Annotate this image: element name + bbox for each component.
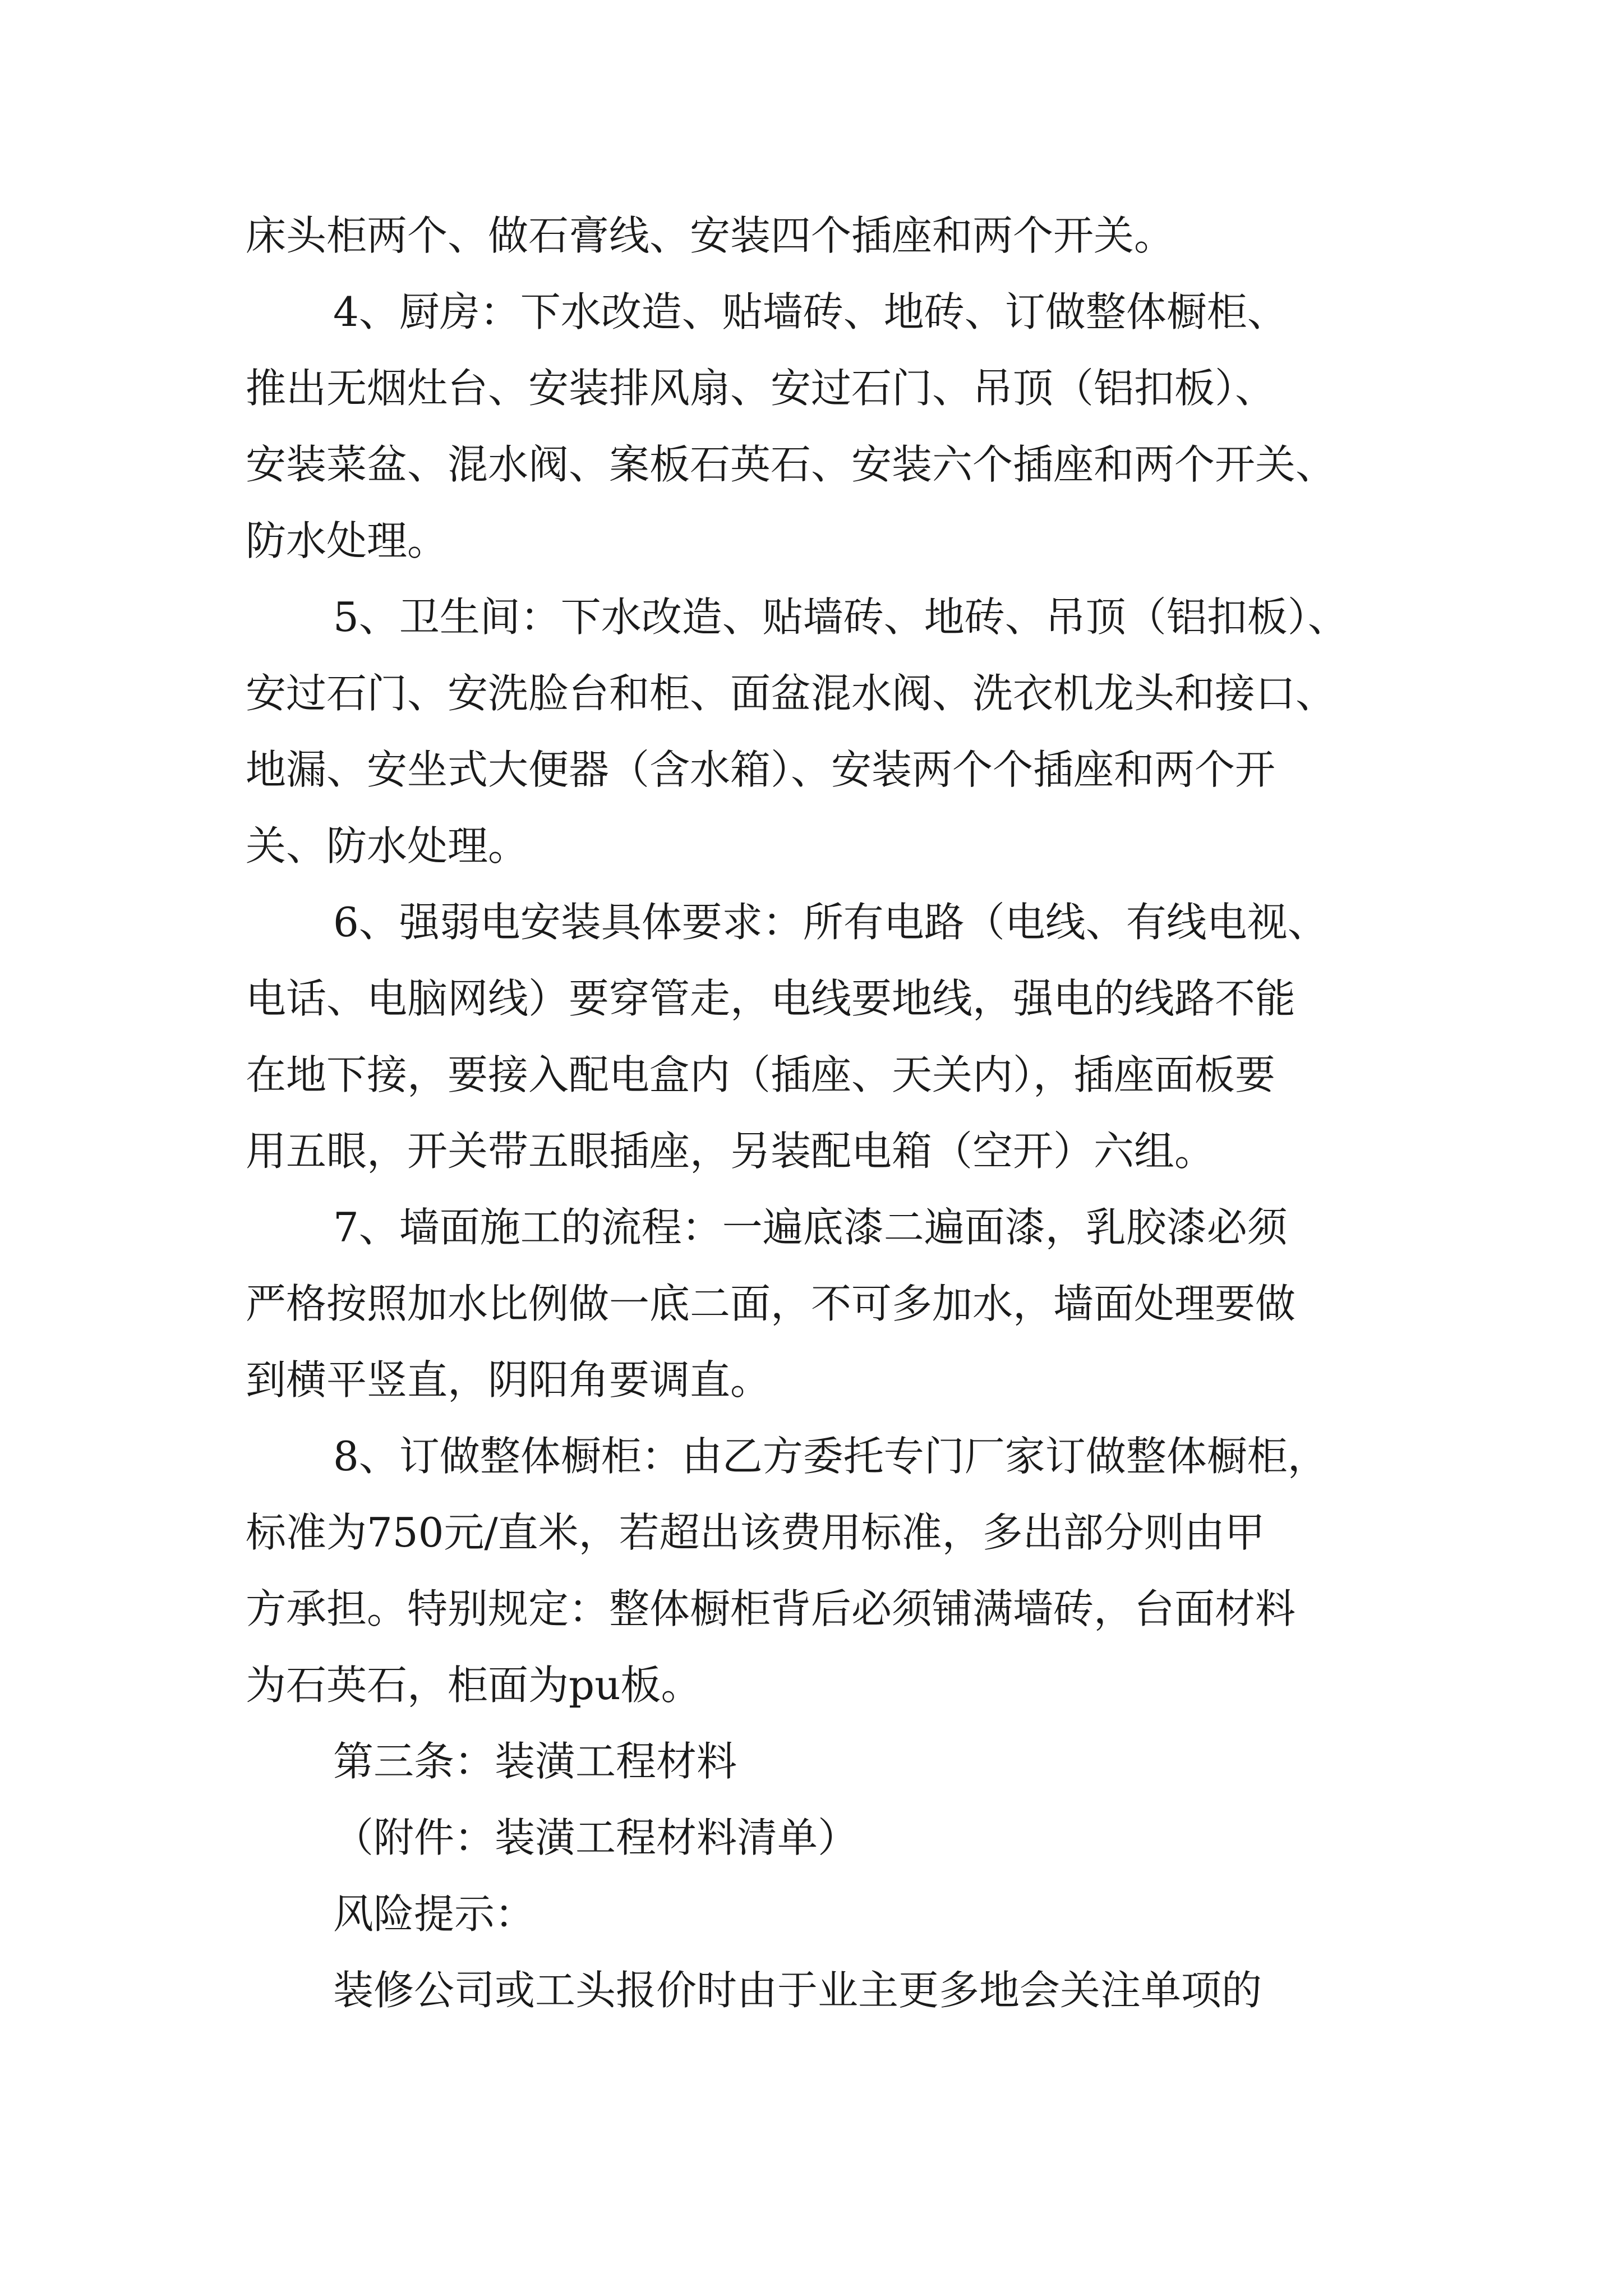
text-line: 5、卫生间：下水改造、贴墙砖、地砖、吊顶（铝扣板）、 — [333, 593, 1348, 641]
text-line: 地漏、安坐式大便器（含水箱）、安装两个个插座和两个开 — [246, 746, 1276, 793]
attachment-note: （附件：装潢工程材料清单） — [333, 1814, 859, 1861]
text-line: 8、订做整体橱柜：由乙方委托专门厂家订做整体橱柜， — [333, 1433, 1328, 1480]
text-line: 到横平竖直，阴阳角要调直。 — [246, 1356, 771, 1404]
text-line: 床头柜两个、做石膏线、安装四个插座和两个开关。 — [246, 212, 1175, 259]
text-line: 6、强弱电安装具体要求：所有电路（电线、有线电视、 — [333, 899, 1328, 946]
text-line: 在地下接，要接入配电盒内（插座、天关内），插座面板要 — [246, 1051, 1276, 1098]
section-heading: 第三条：装潢工程材料 — [333, 1738, 737, 1785]
text-line: 关、防水处理。 — [246, 822, 529, 869]
text-line: 电话、电脑网线）要穿管走，电线要地线，强电的线路不能 — [246, 975, 1296, 1022]
text-line: 7、墙面施工的流程：一遍底漆二遍面漆，乳胶漆必须 — [333, 1204, 1288, 1251]
text-line: 用五眼，开关带五眼插座，另装配电箱（空开）六组。 — [246, 1128, 1215, 1175]
risk-heading: 风险提示： — [333, 1890, 536, 1938]
text-line: 防水处理。 — [246, 517, 448, 564]
text-line: 推出无烟灶台、安装排风扇、安过石门、吊顶（铝扣板）、 — [246, 365, 1276, 412]
text-line: 4、厨房：下水改造、贴墙砖、地砖、订做整体橱柜、 — [333, 288, 1288, 335]
text-line: 方承担。特别规定：整体橱柜背后必须铺满墙砖，台面材料 — [246, 1585, 1296, 1632]
text-line: 安过石门、安洗脸台和柜、面盆混水阀、洗衣机龙头和接口、 — [246, 670, 1336, 717]
text-line: 严格按照加水比例做一底二面，不可多加水，墙面处理要做 — [246, 1280, 1296, 1327]
text-line: 装修公司或工头报价时由于业主更多地会关注单项的 — [333, 1967, 1262, 2014]
text-line: 标准为750元/直米，若超出该费用标准，多出部分则由甲 — [246, 1509, 1265, 1556]
text-line: 为石英石，柜面为pu板。 — [246, 1662, 702, 1709]
text-line: 安装菜盆、混水阀、案板石英石、安装六个插座和两个开关、 — [246, 441, 1336, 488]
